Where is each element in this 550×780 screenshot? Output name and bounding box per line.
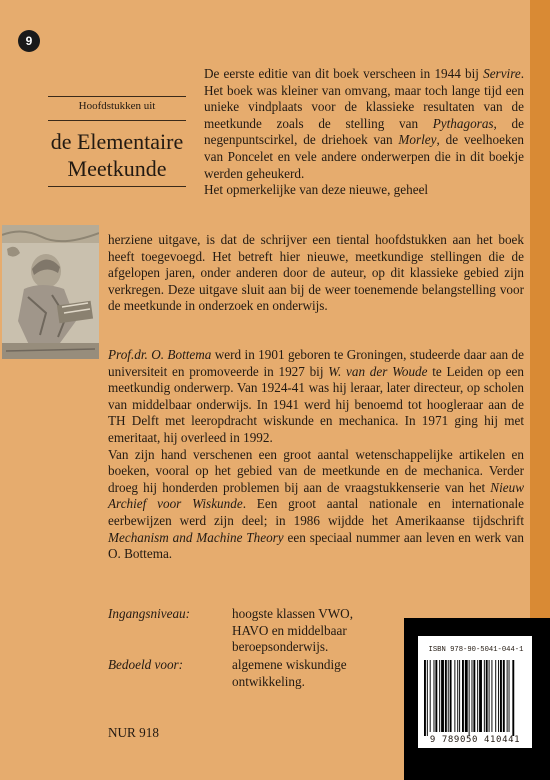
barcode-bar	[430, 660, 431, 732]
barcode-bar	[457, 660, 458, 732]
barcode-bar	[469, 660, 470, 736]
intended-for-value	[232, 657, 392, 690]
author-name: Prof.dr. O. Bottema	[108, 347, 212, 362]
intended-for-line1: algemene wiskundige	[232, 657, 347, 672]
book-title	[44, 128, 190, 182]
barcode-bar	[507, 660, 508, 732]
works-text-c: . Een groot aantal nationale en internationale eerbewijzen werd zijn deel; in 1986 wijdde het Amerikaanse tijdschrift	[108, 496, 524, 528]
scholar-relief-image	[2, 225, 99, 359]
journal-nieuw-archief: Nieuw Archief voor Wiskunde	[108, 479, 524, 512]
intro-text-a: De eerste editie van dit boek verscheen in 1944 bij	[204, 66, 484, 81]
barcode-bar	[503, 660, 505, 732]
author-works-paragraph	[108, 447, 524, 563]
barcode-bar	[462, 660, 464, 732]
barcode-bar	[500, 660, 502, 732]
barcode-bar	[450, 660, 452, 732]
promotor-name: W. van der Woude	[328, 363, 428, 379]
entry-level-line1: hoogste klassen VWO,	[232, 606, 353, 621]
barcode-bar	[465, 660, 468, 732]
entry-level-line2: HAVO en middelbaar	[232, 622, 347, 638]
isbn-text: ISBN 978-90-5041-044-1	[428, 646, 524, 654]
barcode-digits: 9 789050 410441	[429, 735, 521, 745]
barcode-bar	[479, 660, 482, 732]
entry-level-line3: beroepsonderwijs.	[232, 639, 329, 655]
nur-code: NUR 918	[108, 725, 159, 740]
journal-mechanism-machine-theory: Mechanism and Machine Theory	[108, 529, 284, 545]
sidebar-subtitle: Hoofdstukken uit	[78, 100, 156, 112]
book-title-line2: Meetkunde	[67, 156, 167, 181]
barcode-bar	[491, 660, 492, 732]
new-edition-first-line: Het opmerkelijke van deze nieuwe, geheel	[204, 182, 429, 198]
sidebar-bottom-rule	[48, 186, 186, 187]
barcode-bar	[454, 660, 455, 732]
intended-for-line2: ontwikkeling.	[232, 673, 305, 689]
barcode-bar	[424, 660, 426, 736]
new-edition-paragraph	[108, 232, 524, 315]
barcode-bar	[439, 660, 440, 732]
intro-paragraph	[204, 66, 524, 199]
author-bio-text-d: te Leiden op een meetkundig onderwerp. Van 1924-41 was hij leraar, later directeur, op scholen van middelbaar onderwijs. In 1941 werd hij benoemd tot hoogleraar aan de TH Delft met leeropdracht wiskunde en mechanica. In 1971 ging hij met emeritaat, hij overleed in 1992.	[108, 363, 524, 445]
barcode-bar	[434, 660, 435, 732]
book-title-line1: de Elementaire	[50, 129, 184, 154]
series-number-badge: 9	[18, 30, 40, 52]
barcode-bar	[448, 660, 449, 732]
barcode-bar	[472, 660, 473, 732]
entry-level-value	[232, 606, 392, 656]
barcode-bar	[445, 660, 447, 732]
works-text-e: een speciaal nummer aan leven en werk van O. Bottema.	[108, 529, 524, 562]
author-bio-text-b: werd in 1901 geboren te Groningen, studeerde daar aan de universiteit en promoveerde in 1927 bij	[108, 347, 524, 379]
barcode-bar	[484, 660, 485, 732]
sidebar-middle-rule	[48, 120, 186, 121]
barcode-bar	[459, 660, 460, 732]
barcode-bar	[512, 660, 514, 736]
author-bio	[108, 347, 524, 563]
intro-pythagoras: Pythagoras	[432, 115, 494, 131]
barcode-bar	[489, 660, 490, 732]
barcode-bar	[486, 660, 488, 732]
intro-publisher-servire: Servire	[483, 66, 521, 81]
intro-text-c: . Het boek was kleiner van omvang, maar toch lange tijd een unieke vindplaats voor de klassieke resultaten van de meetkunde zoals de stelling van	[204, 66, 524, 131]
barcode-bar	[495, 660, 496, 732]
barcode-bar	[509, 660, 510, 732]
intro-text-e: , de negenpuntscirkel, de driehoek van	[204, 115, 524, 148]
new-edition-text: herziene uitgave, is dat de schrijver een tiental hoofdstukken aan het boek heeft toegevoegd. Het betreft hier nieuwe, meetkundige stellingen die de afgelopen jaren, onder anderen door de auteur, op dit klassieke gebied zijn verkregen. Deze uitgave sluit aan bij de weer toenemende belangstelling voor de meetkunde in onderzoek en onderwijs.	[108, 232, 524, 314]
barcode-bar	[477, 660, 478, 732]
works-text-a: Van zijn hand verschenen een groot aantal wetenschappelijke artikelen en boeken, vooral op het gebied van de meetkunde en de mechanica. Verder droeg hij honderden problemen bij aan de vraagstukkenserie van het	[108, 446, 524, 495]
sidebar-top-rule	[48, 96, 186, 97]
intended-for-label: Bedoeld voor:	[108, 657, 184, 672]
barcode-bar	[473, 660, 475, 732]
intro-morley: Morley	[398, 132, 437, 148]
barcode-bar	[427, 660, 428, 736]
scholar-relief-illustration	[2, 225, 99, 359]
intro-text-g: , de veelhoeken van Poncelet en vele andere onderwerpen die in dit boekje werden geheukerd.	[204, 132, 524, 181]
author-bio-paragraph	[108, 347, 524, 447]
entry-level-label: Ingangsniveau:	[108, 606, 191, 621]
barcode-bar	[441, 660, 444, 732]
barcode-bar	[435, 660, 437, 732]
barcode-bar	[498, 660, 499, 732]
